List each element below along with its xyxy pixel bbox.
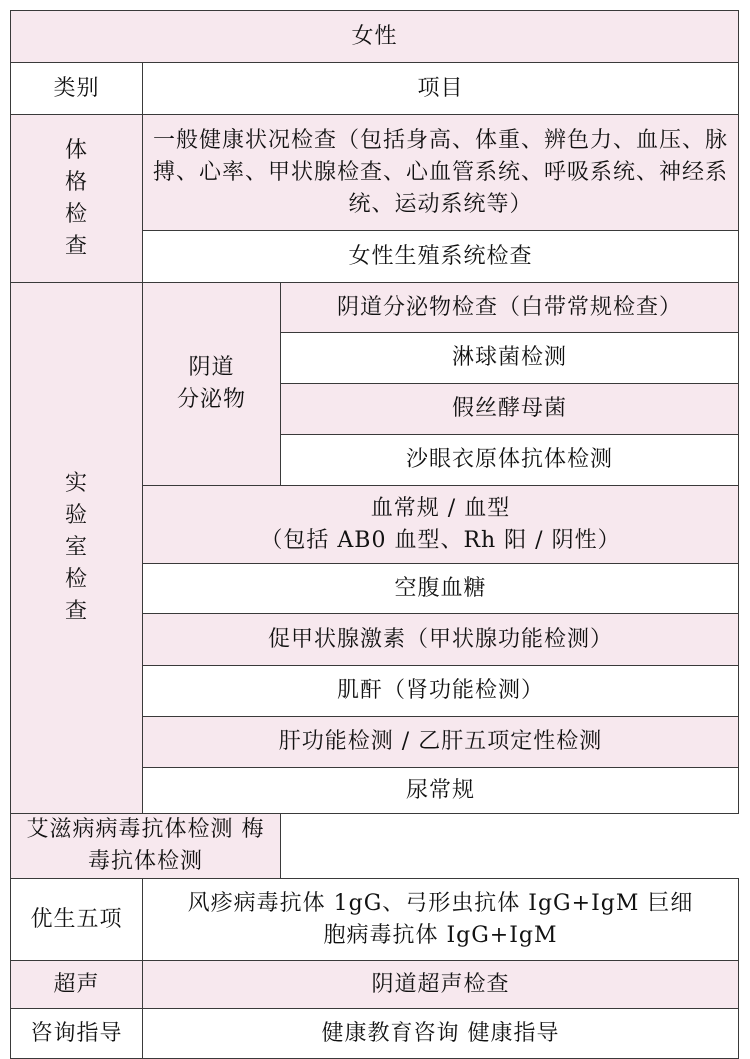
vaginal-secretion-label: 阴道 分泌物	[143, 283, 281, 486]
blood-routine-type: 血常规 / 血型 （包括 AB0 血型、Rh 阳 / 阴性）	[143, 486, 739, 564]
header-category: 类别	[11, 63, 143, 115]
chlamydia-test: 沙眼衣原体抗体检测	[281, 435, 739, 486]
ultrasound-category: 超声	[11, 961, 143, 1009]
general-health-exam: 一般健康状况检查（包括身高、体重、辨色力、血压、脉搏、心率、甲状腺检查、心血管系统、呼吸系统、神经系统、运动系统等）	[143, 115, 739, 231]
ultrasound-item: 阴道超声检查	[143, 961, 739, 1009]
hiv-syphilis-test: 艾滋病病毒抗体检测 梅毒抗体检测	[11, 814, 281, 879]
urine-routine: 尿常规	[143, 768, 739, 814]
consult-item: 健康教育咨询 健康指导	[143, 1009, 739, 1059]
table-row	[11, 283, 739, 333]
physical-exam-category: 体 格 检 查	[11, 115, 143, 283]
table-row	[11, 115, 739, 231]
table-row	[11, 814, 739, 879]
reproductive-exam: 女性生殖系统检查	[143, 231, 739, 283]
eugenics-category: 优生五项	[11, 879, 143, 961]
lab-exam-category: 实 验 室 检 查	[11, 283, 143, 814]
header-row	[11, 63, 739, 115]
gonococcus-test: 淋球菌检测	[281, 333, 739, 384]
vaginal-secretion-exam: 阴道分泌物检查（白带常规检查）	[281, 283, 739, 333]
table-row	[11, 879, 739, 961]
table-row	[11, 961, 739, 1009]
table-row	[11, 1009, 739, 1059]
fasting-glucose: 空腹血糖	[143, 564, 739, 614]
candida-test: 假丝酵母菌	[281, 384, 739, 435]
liver-function-test: 肝功能检测 / 乙肝五项定性检测	[143, 717, 739, 768]
table-title: 女性	[11, 11, 739, 63]
exam-table	[10, 10, 739, 1059]
consult-category: 咨询指导	[11, 1009, 143, 1059]
title-row	[11, 11, 739, 63]
eugenics-items: 风疹病毒抗体 1gG、弓形虫抗体 IgG+IgM 巨细 胞病毒抗体 IgG+IgM	[143, 879, 739, 961]
header-items: 项目	[143, 63, 739, 115]
tsh-test: 促甲状腺激素（甲状腺功能检测）	[143, 614, 739, 666]
creatinine-test: 肌酐（肾功能检测）	[143, 666, 739, 717]
